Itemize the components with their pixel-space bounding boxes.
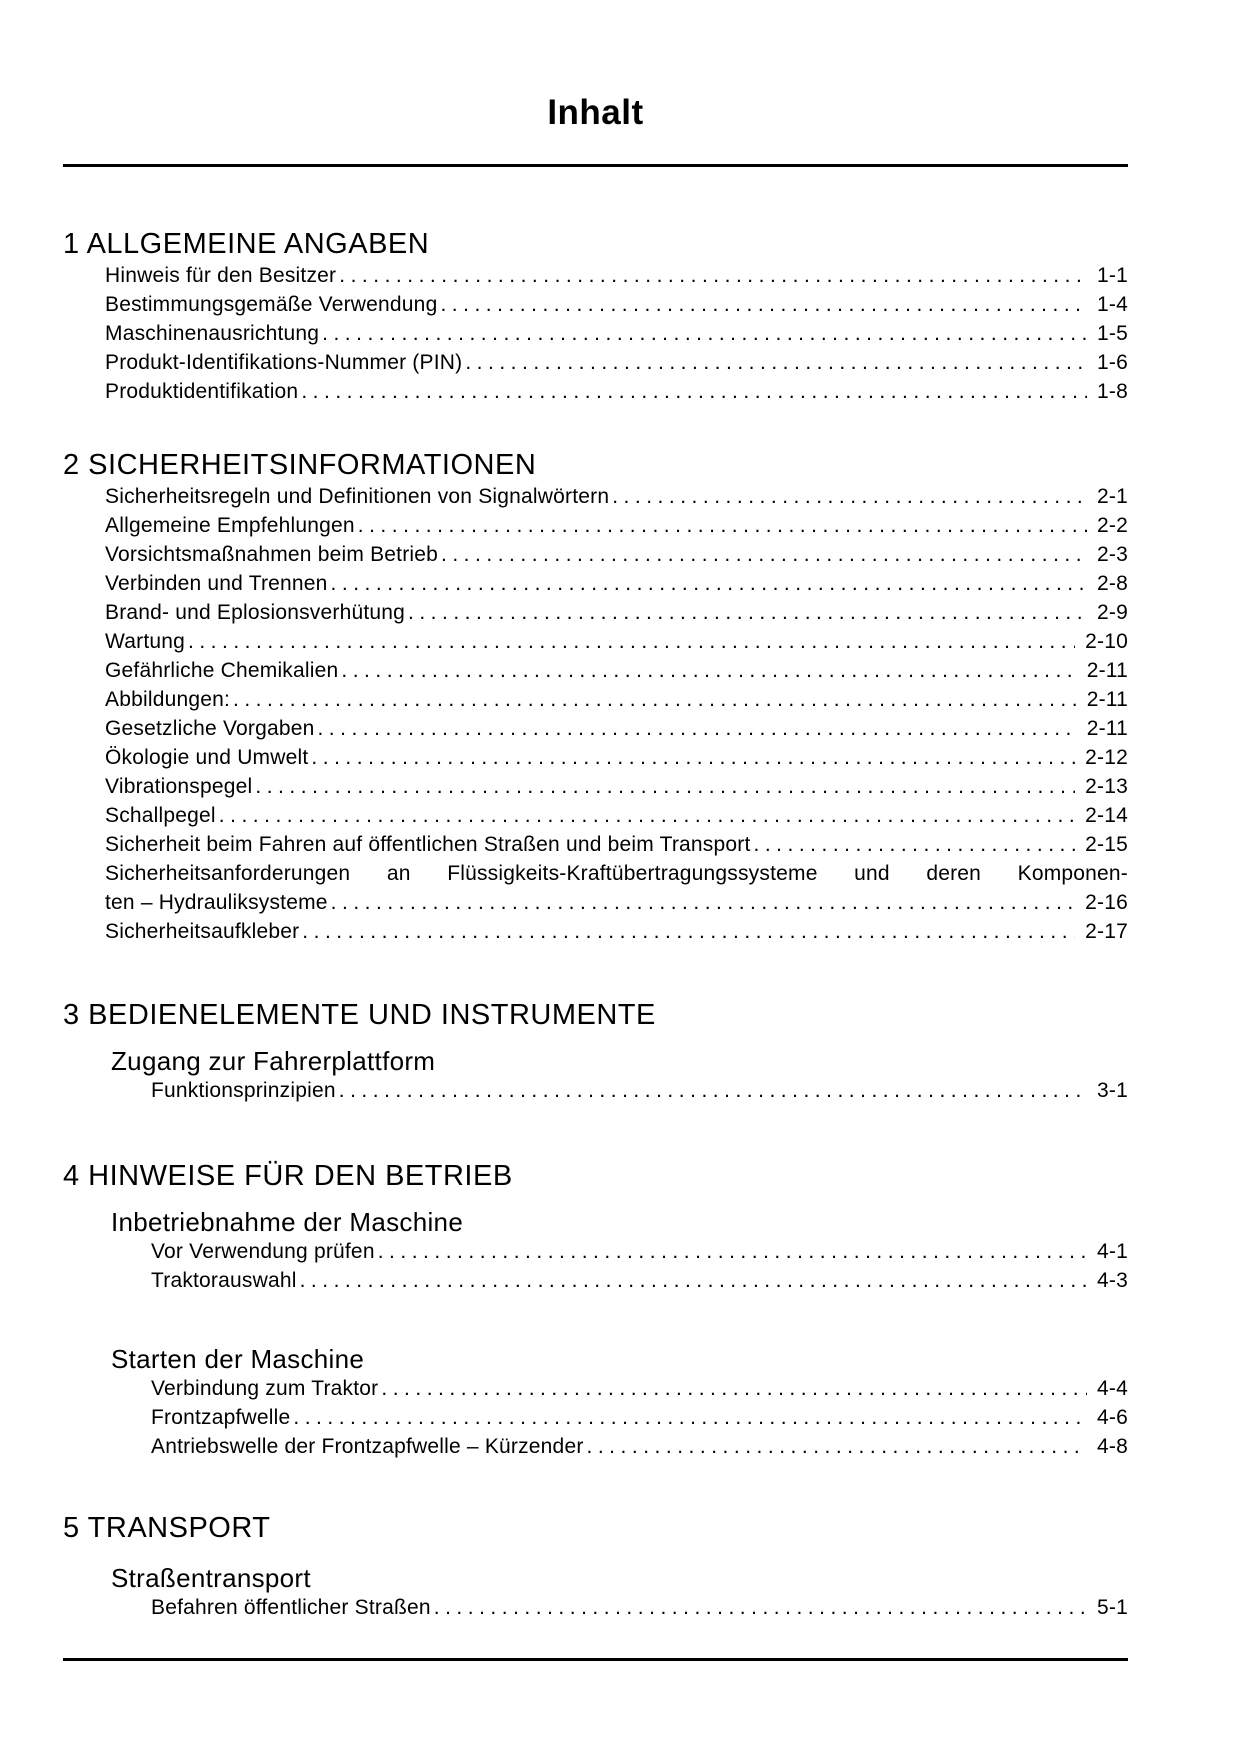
toc-entry-label: Produkt-Identifikations-Nummer (PIN) [105,351,463,374]
dot-leader [381,1374,1087,1403]
toc-chapter [63,227,1128,406]
toc-entry [63,319,1128,348]
toc-entry-label: Antriebswelle der Frontzapfwelle – Kürzender [151,1435,584,1458]
toc-entry-label: Gefährliche Chemikalien [105,659,339,682]
subsection-heading: Inbetriebnahme der Maschine [111,1207,464,1237]
toc-subsection [63,1344,1128,1461]
toc-entry [63,888,1128,917]
toc-entry-page: 4-4 [1097,1377,1128,1400]
toc-entry [63,801,1128,830]
toc-entry [63,656,1128,685]
toc-entry-label: Ökologie und Umwelt [105,746,309,769]
dot-leader [441,540,1087,569]
toc-entry [63,1076,1128,1105]
toc-entry-label: Wartung [105,630,185,653]
toc-entry [63,569,1128,598]
toc-entry-label: Allgemeine Empfehlungen [105,514,355,537]
toc-entry [63,348,1128,377]
toc-entry-label: ten – Hydrauliksysteme [105,891,328,914]
toc-entry-page: 2-8 [1097,572,1128,595]
dot-leader [188,627,1075,656]
toc-entry [63,1374,1128,1403]
dot-leader [358,511,1087,540]
toc-entry [63,482,1128,511]
toc-entry [63,743,1128,772]
toc-entry [63,261,1128,290]
toc-entry-page: 1-5 [1097,322,1128,345]
chapter-heading: 4 HINWEISE FÜR DEN BETRIEB [63,1160,513,1192]
toc-entry-label: Gesetzliche Vorgaben [105,717,315,740]
subsection-heading: Starten der Maschine [111,1344,365,1374]
dot-leader [219,801,1075,830]
toc-entry [63,1403,1128,1432]
dot-leader [434,1593,1087,1622]
dot-leader [301,377,1087,406]
toc-entry-label: Bestimmungsgemäße Verwendung [105,293,438,316]
subsection-heading: Straßentransport [111,1563,311,1593]
dot-leader [754,830,1076,859]
dot-leader [331,569,1088,598]
toc-entry-page: 2-14 [1085,804,1128,827]
toc-entry-label: Traktorauswahl [151,1269,297,1292]
toc-entry [63,1593,1128,1622]
toc-entry-page: 2-10 [1085,630,1128,653]
toc-entry-label: Sicherheitsaufkleber [105,920,300,943]
toc-entry-page: 3-1 [1097,1079,1128,1102]
toc-entry-page: 2-12 [1085,746,1128,769]
dot-leader [300,1266,1087,1295]
bottom-rule [63,1658,1128,1661]
dot-leader [408,598,1087,627]
toc-entry-page: 1-1 [1097,264,1128,287]
toc-subsection [63,1207,1128,1295]
chapter-heading: 5 TRANSPORT [63,1512,271,1544]
toc-entry [63,1266,1128,1295]
chapter-heading: 3 BEDIENELEMENTE UND INSTRUMENTE [63,999,656,1031]
toc-entry [63,511,1128,540]
dot-leader [440,290,1087,319]
toc-entry-page: 2-3 [1097,543,1128,566]
toc-entry [63,830,1128,859]
dot-leader [293,1403,1087,1432]
dot-leader [339,1076,1087,1105]
toc-entry-label: Sicherheitsregeln und Definitionen von Signalwörtern [105,485,610,508]
toc-entry-page: 2-16 [1085,891,1128,914]
toc-entry-label: Funktionsprinzipien [151,1079,336,1102]
toc-entry-label: Vibrationspegel [105,775,253,798]
toc-entry-label: Schallpegel [105,804,216,827]
toc-entry-page: 2-13 [1085,775,1128,798]
toc-entry-label: Befahren öffentlicher Straßen [151,1596,431,1619]
toc-entry-label: Produktidentifikation [105,380,299,403]
dot-leader [255,772,1075,801]
toc-chapter [63,448,1128,946]
toc-entry [63,1432,1128,1461]
toc-entry-page: 2-17 [1085,920,1128,943]
toc-chapter [63,1159,1128,1461]
toc-chapter [63,1511,1128,1622]
dot-leader [233,685,1077,714]
toc-entry-page: 2-11 [1086,717,1128,740]
toc-entry [63,917,1128,946]
toc-entry [63,714,1128,743]
toc-page [63,0,1128,1661]
toc-subsection [63,1563,1128,1622]
dot-leader [331,888,1076,917]
dot-leader [322,319,1087,348]
toc-entry-label: Vor Verwendung prüfen [151,1240,375,1263]
toc-entry-label: Maschinenausrichtung [105,322,320,345]
toc-entry [63,1237,1128,1266]
toc-entry-page: 2-11 [1086,688,1128,711]
dot-leader [317,714,1076,743]
toc-entry [63,598,1128,627]
toc-entry-page: 4-1 [1097,1240,1128,1263]
dot-leader [339,261,1087,290]
dot-leader [302,917,1075,946]
toc-entry-wrapped-line1: Sicherheitsanforderungen an Flüssigkeits-Kraftübertragungssysteme und deren Komponen- [105,862,1128,885]
chapter-heading: 1 ALLGEMEINE ANGABEN [63,228,430,260]
dot-leader [311,743,1075,772]
toc-entry [63,685,1128,714]
toc-chapter [63,998,1128,1105]
toc-entry-label: Brand- und Eplosionsverhütung [105,601,405,624]
toc-entry-page: 1-4 [1097,293,1128,316]
toc-entry-page: 4-3 [1097,1269,1128,1292]
toc-entry-page: 5-1 [1097,1596,1128,1619]
toc-entry-page: 4-8 [1097,1435,1128,1458]
toc-entry-label: Sicherheit beim Fahren auf öffentlichen Straßen und beim Transport [105,833,751,856]
toc-entry-page: 1-6 [1097,351,1128,374]
toc-entry-label: Verbinden und Trennen [105,572,328,595]
toc-entry-label: Hinweis für den Besitzer [105,264,337,287]
toc-entry-page: 2-2 [1097,514,1128,537]
top-rule [63,164,1128,167]
dot-leader [378,1237,1087,1266]
toc-entry-label: Frontzapfwelle [151,1406,291,1429]
toc-entry [63,377,1128,406]
toc-entry-page: 2-11 [1086,659,1128,682]
toc-entry-page: 4-6 [1097,1406,1128,1429]
toc-entry-label: Abbildungen: [105,688,231,711]
toc-entry [63,627,1128,656]
toc-entry-page: 2-15 [1085,833,1128,856]
toc-entry-page: 2-1 [1097,485,1128,508]
page-title: Inhalt [547,93,644,132]
toc-entry [63,540,1128,569]
dot-leader [341,656,1076,685]
toc-entry [63,290,1128,319]
toc-entry-page: 2-9 [1097,601,1128,624]
toc-subsection [63,1046,1128,1105]
dot-leader [587,1432,1088,1461]
chapter-heading: 2 SICHERHEITSINFORMATIONEN [63,449,537,481]
toc-entry-label: Vorsichtsmaßnahmen beim Betrieb [105,543,439,566]
dot-leader [465,348,1087,377]
toc-entry-label: Verbindung zum Traktor [151,1377,379,1400]
subsection-heading: Zugang zur Fahrerplattform [111,1046,436,1076]
toc-entry [63,772,1128,801]
toc-entry-page: 1-8 [1097,380,1128,403]
dot-leader [612,482,1087,511]
